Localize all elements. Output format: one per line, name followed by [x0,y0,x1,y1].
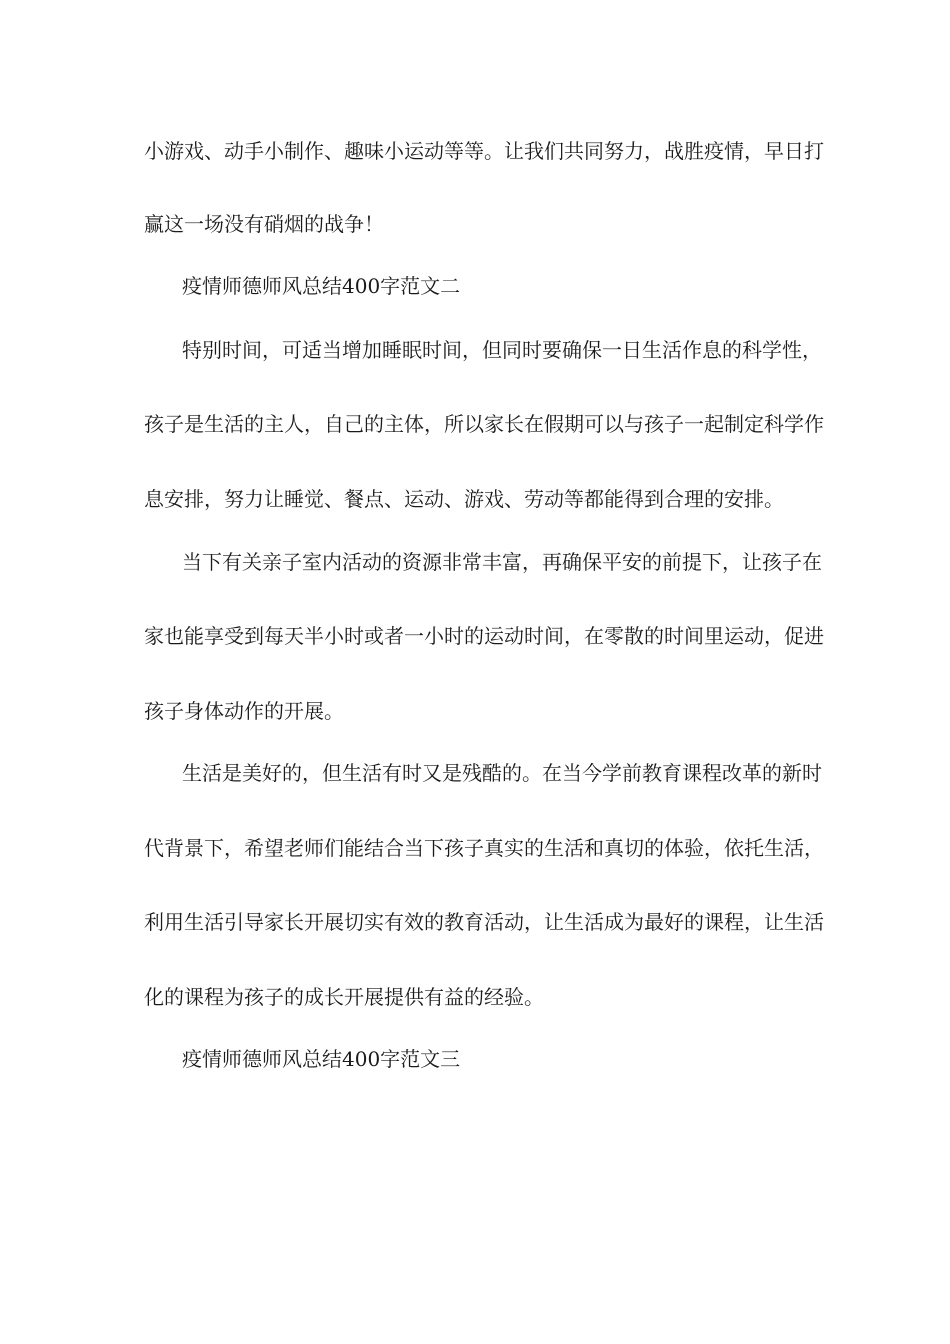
paragraph-line: 小游戏、动手小制作、趣味小运动等等。让我们共同努力，战胜疫情，早日打 [144,139,824,163]
paragraph-line: 代背景下，希望老师们能结合当下孩子真实的生活和真切的体验，依托生活， [144,836,824,860]
paragraph-line: 赢这一场没有硝烟的战争！ [144,212,384,236]
paragraph-line: 特别时间，可适当增加睡眠时间，但同时要确保一日生活作息的科学性， [182,338,822,362]
paragraph-line: 孩子身体动作的开展。 [144,699,344,723]
paragraph-line: 息安排，努力让睡觉、餐点、运动、游戏、劳动等都能得到合理的安排。 [144,487,784,511]
paragraph-line: 化的课程为孩子的成长开展提供有益的经验。 [144,985,544,1009]
paragraph-line: 家也能享受到每天半小时或者一小时的运动时间，在零散的时间里运动，促进 [144,624,824,648]
paragraph-line: 利用生活引导家长开展切实有效的教育活动，让生活成为最好的课程，让生活 [144,910,824,934]
paragraph-line: 孩子是生活的主人，自己的主体，所以家长在假期可以与孩子一起制定科学作 [144,412,824,436]
paragraph-line: 当下有关亲子室内活动的资源非常丰富，再确保平安的前提下，让孩子在 [182,550,822,574]
section-heading-2: 疫情师德师风总结400字范文二 [182,274,461,298]
section-heading-3: 疫情师德师风总结400字范文三 [182,1047,461,1071]
paragraph-line: 生活是美好的，但生活有时又是残酷的。在当今学前教育课程改革的新时 [182,761,822,785]
